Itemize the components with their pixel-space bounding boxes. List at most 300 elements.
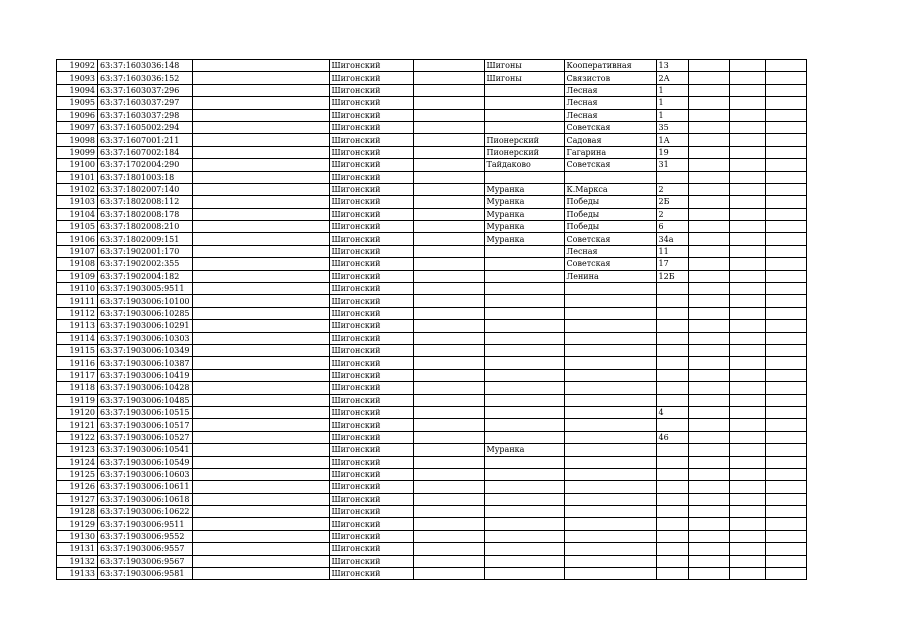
cell-extra-column-3 — [765, 84, 806, 96]
cell-blank-column — [192, 357, 329, 369]
cell-extra-column-3 — [765, 121, 806, 133]
cell-house-number — [656, 320, 688, 332]
cell-street — [564, 468, 656, 480]
cell-blank-column — [192, 530, 329, 542]
cell-extra-column-3 — [765, 357, 806, 369]
cell-locality — [484, 555, 564, 567]
cell-extra-column-3 — [765, 382, 806, 394]
cell-district: Шигонский — [329, 481, 413, 493]
cell-house-number — [656, 357, 688, 369]
table-body — [57, 60, 807, 580]
cell-street — [564, 406, 656, 418]
cell-blank-column — [192, 109, 329, 121]
cell-street: Кооперативная — [564, 60, 656, 72]
table-row — [57, 419, 807, 431]
cell-row-number: 19105 — [57, 221, 98, 233]
cell-district: Шигонский — [329, 357, 413, 369]
table-row — [57, 456, 807, 468]
cell-extra-column-1 — [688, 344, 729, 356]
cell-blank-column-2 — [413, 468, 484, 480]
cell-extra-column-2 — [729, 332, 765, 344]
table-row — [57, 171, 807, 183]
cell-blank-column-2 — [413, 431, 484, 443]
cell-street: Победы — [564, 221, 656, 233]
cell-extra-column-3 — [765, 221, 806, 233]
cell-extra-column-2 — [729, 394, 765, 406]
cell-locality — [484, 468, 564, 480]
table-row — [57, 221, 807, 233]
cell-district: Шигонский — [329, 84, 413, 96]
cell-row-number: 19102 — [57, 183, 98, 195]
cell-extra-column-3 — [765, 171, 806, 183]
cell-extra-column-1 — [688, 183, 729, 195]
cell-blank-column-2 — [413, 406, 484, 418]
cell-district: Шигонский — [329, 543, 413, 555]
cell-blank-column — [192, 121, 329, 133]
cell-extra-column-3 — [765, 72, 806, 84]
cell-house-number — [656, 468, 688, 480]
table-row — [57, 555, 807, 567]
cell-locality: Тайдаково — [484, 159, 564, 171]
cell-row-number: 19093 — [57, 72, 98, 84]
cell-extra-column-2 — [729, 419, 765, 431]
cell-blank-column-2 — [413, 134, 484, 146]
cell-row-number: 19106 — [57, 233, 98, 245]
cell-cadastral-number: 63:37:1802008:112 — [98, 196, 193, 208]
cell-extra-column-3 — [765, 506, 806, 518]
cell-district: Шигонский — [329, 283, 413, 295]
cell-district: Шигонский — [329, 382, 413, 394]
cell-cadastral-number: 63:37:1801003:18 — [98, 171, 193, 183]
cell-blank-column-2 — [413, 493, 484, 505]
cell-blank-column-2 — [413, 555, 484, 567]
cell-house-number — [656, 394, 688, 406]
table-row — [57, 444, 807, 456]
cell-blank-column — [192, 183, 329, 195]
cell-extra-column-1 — [688, 320, 729, 332]
cell-house-number — [656, 530, 688, 542]
cell-extra-column-1 — [688, 444, 729, 456]
cell-blank-column-2 — [413, 320, 484, 332]
cell-district: Шигонский — [329, 159, 413, 171]
table-row — [57, 146, 807, 158]
cell-cadastral-number: 63:37:1903005:9511 — [98, 283, 193, 295]
cell-house-number — [656, 344, 688, 356]
cell-blank-column — [192, 406, 329, 418]
table-row — [57, 468, 807, 480]
cell-blank-column-2 — [413, 159, 484, 171]
cell-house-number: 1 — [656, 109, 688, 121]
cell-district: Шигонский — [329, 332, 413, 344]
cell-street: Гагарина — [564, 146, 656, 158]
cell-extra-column-1 — [688, 394, 729, 406]
table-row — [57, 518, 807, 530]
cell-cadastral-number: 63:37:1903006:10349 — [98, 344, 193, 356]
cell-blank-column — [192, 270, 329, 282]
cell-cadastral-number: 63:37:1605002:294 — [98, 121, 193, 133]
cell-extra-column-2 — [729, 320, 765, 332]
cell-locality — [484, 295, 564, 307]
cell-house-number: 17 — [656, 258, 688, 270]
cell-extra-column-1 — [688, 530, 729, 542]
cell-blank-column-2 — [413, 332, 484, 344]
table-row — [57, 369, 807, 381]
cell-blank-column-2 — [413, 307, 484, 319]
cell-blank-column-2 — [413, 518, 484, 530]
cell-extra-column-3 — [765, 394, 806, 406]
cell-extra-column-3 — [765, 208, 806, 220]
cell-locality — [484, 121, 564, 133]
cell-blank-column — [192, 518, 329, 530]
cell-extra-column-1 — [688, 468, 729, 480]
table-row — [57, 121, 807, 133]
cell-cadastral-number: 63:37:1902001:170 — [98, 245, 193, 257]
cell-street: Советская — [564, 121, 656, 133]
cell-blank-column-2 — [413, 382, 484, 394]
cell-blank-column-2 — [413, 183, 484, 195]
cell-row-number: 19122 — [57, 431, 98, 443]
cell-locality — [484, 245, 564, 257]
cell-blank-column-2 — [413, 221, 484, 233]
cell-street: Советская — [564, 159, 656, 171]
cell-extra-column-3 — [765, 233, 806, 245]
cell-extra-column-2 — [729, 183, 765, 195]
cell-row-number: 19123 — [57, 444, 98, 456]
cell-extra-column-1 — [688, 543, 729, 555]
cell-locality — [484, 543, 564, 555]
cell-row-number: 19121 — [57, 419, 98, 431]
cell-locality — [484, 406, 564, 418]
cell-row-number: 19128 — [57, 506, 98, 518]
table-row — [57, 307, 807, 319]
cell-street: Ленина — [564, 270, 656, 282]
cell-extra-column-2 — [729, 530, 765, 542]
cell-house-number: 11 — [656, 245, 688, 257]
cell-locality: Шигоны — [484, 60, 564, 72]
cell-extra-column-2 — [729, 121, 765, 133]
cell-extra-column-3 — [765, 60, 806, 72]
table-row — [57, 208, 807, 220]
cell-row-number: 19094 — [57, 84, 98, 96]
cell-cadastral-number: 63:37:1702004:290 — [98, 159, 193, 171]
cell-extra-column-1 — [688, 456, 729, 468]
cell-locality — [484, 431, 564, 443]
table-row — [57, 295, 807, 307]
cell-extra-column-3 — [765, 518, 806, 530]
table-row — [57, 382, 807, 394]
cell-street — [564, 307, 656, 319]
table-row — [57, 233, 807, 245]
cell-extra-column-2 — [729, 134, 765, 146]
cell-row-number: 19095 — [57, 97, 98, 109]
cell-cadastral-number: 63:37:1903006:10285 — [98, 307, 193, 319]
cell-street: Лесная — [564, 245, 656, 257]
cell-blank-column-2 — [413, 270, 484, 282]
cell-cadastral-number: 63:37:1603036:152 — [98, 72, 193, 84]
cell-district: Шигонский — [329, 419, 413, 431]
cell-blank-column-2 — [413, 72, 484, 84]
cell-extra-column-2 — [729, 171, 765, 183]
cell-row-number: 19117 — [57, 369, 98, 381]
cell-extra-column-2 — [729, 270, 765, 282]
cell-district: Шигонский — [329, 406, 413, 418]
table-row — [57, 84, 807, 96]
cell-locality — [484, 171, 564, 183]
cell-extra-column-2 — [729, 481, 765, 493]
cell-blank-column — [192, 481, 329, 493]
cell-blank-column — [192, 506, 329, 518]
cell-extra-column-3 — [765, 307, 806, 319]
table-row — [57, 332, 807, 344]
cell-street — [564, 481, 656, 493]
cell-locality — [484, 332, 564, 344]
cell-cadastral-number: 63:37:1903006:10419 — [98, 369, 193, 381]
cell-cadastral-number: 63:37:1903006:10303 — [98, 332, 193, 344]
table-row — [57, 568, 807, 580]
cell-row-number: 19099 — [57, 146, 98, 158]
cell-extra-column-3 — [765, 493, 806, 505]
cell-blank-column — [192, 171, 329, 183]
table-row — [57, 196, 807, 208]
cell-extra-column-1 — [688, 369, 729, 381]
table-row — [57, 134, 807, 146]
cell-street: Советская — [564, 233, 656, 245]
cell-street — [564, 555, 656, 567]
cell-extra-column-3 — [765, 295, 806, 307]
cell-extra-column-1 — [688, 481, 729, 493]
cell-extra-column-2 — [729, 543, 765, 555]
cell-row-number: 19119 — [57, 394, 98, 406]
cell-row-number: 19112 — [57, 307, 98, 319]
cell-locality: Пионерский — [484, 146, 564, 158]
cell-blank-column — [192, 344, 329, 356]
cell-cadastral-number: 63:37:1903006:10541 — [98, 444, 193, 456]
cell-blank-column-2 — [413, 543, 484, 555]
cell-street: Советская — [564, 258, 656, 270]
cell-house-number — [656, 307, 688, 319]
table-row — [57, 72, 807, 84]
cell-extra-column-3 — [765, 159, 806, 171]
cell-house-number — [656, 456, 688, 468]
cell-row-number: 19118 — [57, 382, 98, 394]
cell-street — [564, 394, 656, 406]
cell-extra-column-1 — [688, 109, 729, 121]
cell-cadastral-number: 63:37:1603036:148 — [98, 60, 193, 72]
cell-extra-column-2 — [729, 344, 765, 356]
cell-extra-column-3 — [765, 431, 806, 443]
cell-cadastral-number: 63:37:1903006:10622 — [98, 506, 193, 518]
cell-locality: Муранка — [484, 196, 564, 208]
cell-street — [564, 419, 656, 431]
cell-row-number: 19125 — [57, 468, 98, 480]
cell-extra-column-1 — [688, 196, 729, 208]
cell-blank-column — [192, 456, 329, 468]
cell-locality: Муранка — [484, 183, 564, 195]
cell-extra-column-3 — [765, 270, 806, 282]
table-row — [57, 97, 807, 109]
cell-locality: Муранка — [484, 233, 564, 245]
cell-street — [564, 357, 656, 369]
table-row — [57, 406, 807, 418]
table-row — [57, 357, 807, 369]
cell-extra-column-1 — [688, 60, 729, 72]
cell-locality — [484, 419, 564, 431]
cell-extra-column-3 — [765, 543, 806, 555]
cell-extra-column-1 — [688, 208, 729, 220]
cell-extra-column-3 — [765, 258, 806, 270]
cell-extra-column-1 — [688, 258, 729, 270]
cell-row-number: 19120 — [57, 406, 98, 418]
cell-blank-column — [192, 444, 329, 456]
cell-row-number: 19129 — [57, 518, 98, 530]
cell-blank-column-2 — [413, 208, 484, 220]
cell-blank-column — [192, 283, 329, 295]
cell-district: Шигонский — [329, 146, 413, 158]
cell-extra-column-1 — [688, 283, 729, 295]
cell-blank-column — [192, 419, 329, 431]
data-table — [56, 59, 807, 580]
cell-cadastral-number: 63:37:1802008:178 — [98, 208, 193, 220]
cell-extra-column-2 — [729, 444, 765, 456]
cell-blank-column-2 — [413, 568, 484, 580]
cell-extra-column-3 — [765, 109, 806, 121]
table-row — [57, 431, 807, 443]
cell-extra-column-1 — [688, 568, 729, 580]
cell-cadastral-number: 63:37:1903006:10611 — [98, 481, 193, 493]
cell-locality: Муранка — [484, 221, 564, 233]
cell-extra-column-1 — [688, 431, 729, 443]
cell-street — [564, 518, 656, 530]
cell-extra-column-3 — [765, 369, 806, 381]
cell-blank-column — [192, 245, 329, 257]
table-row — [57, 394, 807, 406]
cell-district: Шигонский — [329, 121, 413, 133]
cell-house-number — [656, 493, 688, 505]
cell-blank-column — [192, 60, 329, 72]
cell-cadastral-number: 63:37:1903006:9511 — [98, 518, 193, 530]
cell-house-number — [656, 171, 688, 183]
cell-cadastral-number: 63:37:1603037:296 — [98, 84, 193, 96]
cell-house-number: 4 — [656, 406, 688, 418]
cell-extra-column-3 — [765, 320, 806, 332]
cell-blank-column — [192, 555, 329, 567]
cell-street — [564, 568, 656, 580]
cell-extra-column-3 — [765, 332, 806, 344]
cell-blank-column — [192, 320, 329, 332]
cell-blank-column — [192, 332, 329, 344]
cell-house-number: 31 — [656, 159, 688, 171]
cell-district: Шигонский — [329, 183, 413, 195]
cell-extra-column-2 — [729, 493, 765, 505]
cell-extra-column-1 — [688, 307, 729, 319]
cell-row-number: 19108 — [57, 258, 98, 270]
cell-locality — [484, 109, 564, 121]
cell-house-number: 46 — [656, 431, 688, 443]
cell-extra-column-3 — [765, 555, 806, 567]
cell-cadastral-number: 63:37:1903006:10428 — [98, 382, 193, 394]
cell-street: Лесная — [564, 84, 656, 96]
cell-extra-column-3 — [765, 568, 806, 580]
cell-cadastral-number: 63:37:1902002:355 — [98, 258, 193, 270]
cell-street — [564, 444, 656, 456]
cell-locality — [484, 357, 564, 369]
cell-blank-column-2 — [413, 506, 484, 518]
cell-extra-column-3 — [765, 456, 806, 468]
cell-blank-column-2 — [413, 456, 484, 468]
table-row — [57, 530, 807, 542]
cell-blank-column-2 — [413, 530, 484, 542]
cell-blank-column-2 — [413, 394, 484, 406]
cell-blank-column — [192, 258, 329, 270]
cell-locality — [484, 518, 564, 530]
cell-district: Шигонский — [329, 208, 413, 220]
cell-extra-column-3 — [765, 406, 806, 418]
cell-extra-column-2 — [729, 456, 765, 468]
cell-extra-column-2 — [729, 245, 765, 257]
cell-extra-column-2 — [729, 468, 765, 480]
cell-blank-column — [192, 159, 329, 171]
cell-cadastral-number: 63:37:1903006:10387 — [98, 357, 193, 369]
table-row — [57, 270, 807, 282]
cell-locality — [484, 270, 564, 282]
cell-house-number — [656, 382, 688, 394]
cell-blank-column-2 — [413, 109, 484, 121]
cell-extra-column-3 — [765, 530, 806, 542]
cell-extra-column-2 — [729, 382, 765, 394]
cell-district: Шигонский — [329, 233, 413, 245]
table-row — [57, 258, 807, 270]
cell-blank-column — [192, 543, 329, 555]
cell-street: Связистов — [564, 72, 656, 84]
cell-row-number: 19107 — [57, 245, 98, 257]
cell-locality — [484, 307, 564, 319]
cell-row-number: 19100 — [57, 159, 98, 171]
cell-district: Шигонский — [329, 394, 413, 406]
cell-district: Шигонский — [329, 493, 413, 505]
table-row — [57, 506, 807, 518]
cell-cadastral-number: 63:37:1903006:10603 — [98, 468, 193, 480]
cell-district: Шигонский — [329, 468, 413, 480]
cell-blank-column-2 — [413, 258, 484, 270]
cell-extra-column-2 — [729, 518, 765, 530]
cell-row-number: 19126 — [57, 481, 98, 493]
cell-row-number: 19111 — [57, 295, 98, 307]
cell-blank-column-2 — [413, 196, 484, 208]
cell-row-number: 19104 — [57, 208, 98, 220]
cell-house-number — [656, 283, 688, 295]
cell-row-number: 19116 — [57, 357, 98, 369]
cell-extra-column-2 — [729, 97, 765, 109]
cell-locality — [484, 506, 564, 518]
cell-street — [564, 530, 656, 542]
cell-cadastral-number: 63:37:1607002:184 — [98, 146, 193, 158]
cell-blank-column-2 — [413, 444, 484, 456]
cell-blank-column — [192, 468, 329, 480]
cell-locality — [484, 258, 564, 270]
cell-extra-column-2 — [729, 568, 765, 580]
cell-street — [564, 493, 656, 505]
cell-cadastral-number: 63:37:1603037:297 — [98, 97, 193, 109]
cell-extra-column-2 — [729, 506, 765, 518]
cell-extra-column-2 — [729, 307, 765, 319]
cell-cadastral-number: 63:37:1903006:10618 — [98, 493, 193, 505]
cell-district: Шигонский — [329, 530, 413, 542]
cell-district: Шигонский — [329, 506, 413, 518]
cell-district: Шигонский — [329, 344, 413, 356]
cell-extra-column-1 — [688, 171, 729, 183]
cell-street — [564, 295, 656, 307]
cell-extra-column-3 — [765, 134, 806, 146]
